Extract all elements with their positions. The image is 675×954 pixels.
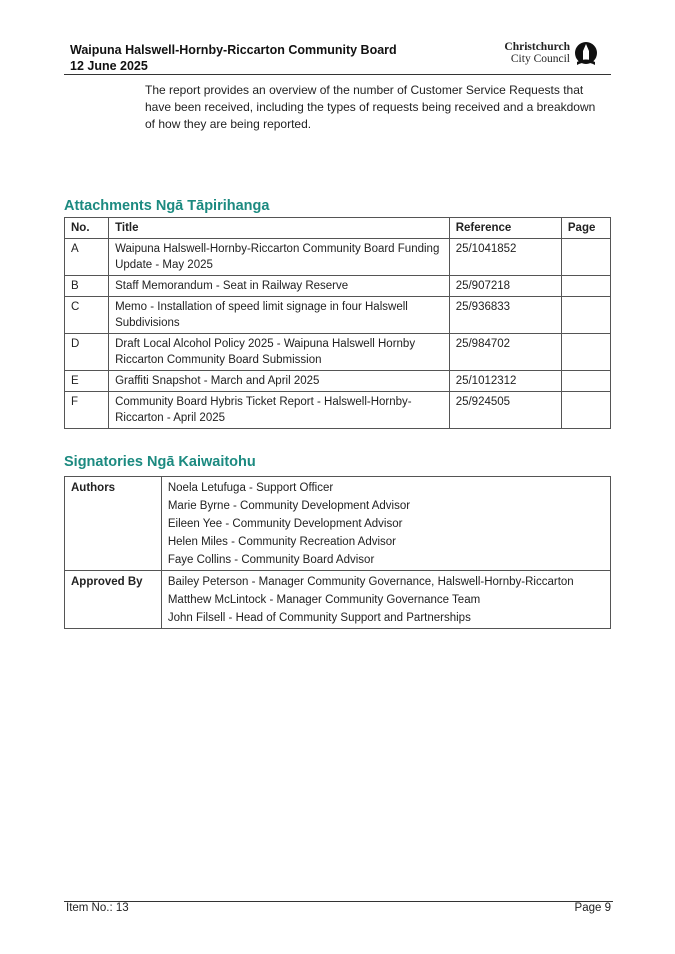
row-reference: 25/907218 <box>449 276 561 297</box>
logo-line-1: Christchurch <box>504 41 570 53</box>
row-no: F <box>65 392 109 429</box>
logo-text <box>498 41 570 65</box>
row-page <box>561 334 610 371</box>
authors-label: Authors <box>65 477 162 571</box>
table-row <box>65 392 611 429</box>
item-number: Item No.: 13 <box>66 902 129 914</box>
row-page <box>561 276 610 297</box>
authors-list <box>161 477 610 571</box>
table-row <box>65 297 611 334</box>
col-reference: Reference <box>449 218 561 239</box>
row-no: C <box>65 297 109 334</box>
row-reference: 25/984702 <box>449 334 561 371</box>
approvers-list <box>161 571 610 629</box>
authors-row <box>65 477 611 571</box>
author-name: Marie Byrne - Community Development Advisor <box>167 500 411 512</box>
row-reference: 25/1041852 <box>449 239 561 276</box>
footer-divider <box>64 901 613 902</box>
table-row <box>65 371 611 392</box>
author-name: Eileen Yee - Community Development Advisor <box>167 518 403 530</box>
row-title: Waipuna Halswell-Hornby-Riccarton Community Board Funding Update - May 2025 <box>109 239 450 276</box>
row-no: D <box>65 334 109 371</box>
row-reference: 25/1012312 <box>449 371 561 392</box>
christchurch-logo <box>498 41 600 69</box>
cathedral-logo-icon <box>573 41 599 67</box>
row-no: E <box>65 371 109 392</box>
header-divider <box>64 74 611 75</box>
col-no: No. <box>65 218 109 239</box>
row-no: A <box>65 239 109 276</box>
row-title: Draft Local Alcohol Policy 2025 - Waipuna Halswell Hornby Riccarton Community Board Submission <box>109 334 450 371</box>
page-number: Page 9 <box>574 902 611 914</box>
author-name: Noela Letufuga - Support Officer <box>167 482 334 494</box>
author-name: Helen Miles - Community Recreation Advisor <box>167 536 397 548</box>
row-page <box>561 239 610 276</box>
intro-paragraph: The report provides an overview of the number of Customer Service Requests that have been received, including the types of requests being received and a breakdown of how they are being reported. <box>145 83 596 131</box>
row-title: Staff Memorandum - Seat in Railway Reserve <box>109 276 450 297</box>
attachments-header-row <box>65 218 611 239</box>
row-page <box>561 392 610 429</box>
row-title: Graffiti Snapshot - March and April 2025 <box>109 371 450 392</box>
signatories-table <box>64 476 611 629</box>
table-row <box>65 239 611 276</box>
signatories-heading: Signatories Ngā Kaiwaitohu <box>64 454 256 470</box>
row-no: B <box>65 276 109 297</box>
table-row <box>65 276 611 297</box>
row-reference: 25/924505 <box>449 392 561 429</box>
row-title: Memo - Installation of speed limit signage in four Halswell Subdivisions <box>109 297 450 334</box>
meeting-date: 12 June 2025 <box>70 59 148 73</box>
attachments-heading: Attachments Ngā Tāpirihanga <box>64 198 270 214</box>
col-title: Title <box>109 218 450 239</box>
table-row <box>65 334 611 371</box>
author-name: Faye Collins - Community Board Advisor <box>167 554 375 566</box>
approver-name: John Filsell - Head of Community Support and Partnerships <box>167 612 471 624</box>
header-title <box>70 42 397 74</box>
logo-line-2: City Council <box>510 53 570 65</box>
approver-name: Matthew McLintock - Manager Community Governance Team <box>167 594 481 606</box>
approved-label: Approved By <box>65 571 162 629</box>
row-page <box>561 297 610 334</box>
approved-row <box>65 571 611 629</box>
col-page: Page <box>561 218 610 239</box>
board-name: Waipuna Halswell-Hornby-Riccarton Community Board <box>70 43 397 57</box>
attachments-table <box>64 217 611 429</box>
row-page <box>561 371 610 392</box>
approver-name: Bailey Peterson - Manager Community Governance, Halswell-Hornby-Riccarton <box>167 576 574 588</box>
row-title: Community Board Hybris Ticket Report - Halswell-Hornby-Riccarton - April 2025 <box>109 392 450 429</box>
row-reference: 25/936833 <box>449 297 561 334</box>
